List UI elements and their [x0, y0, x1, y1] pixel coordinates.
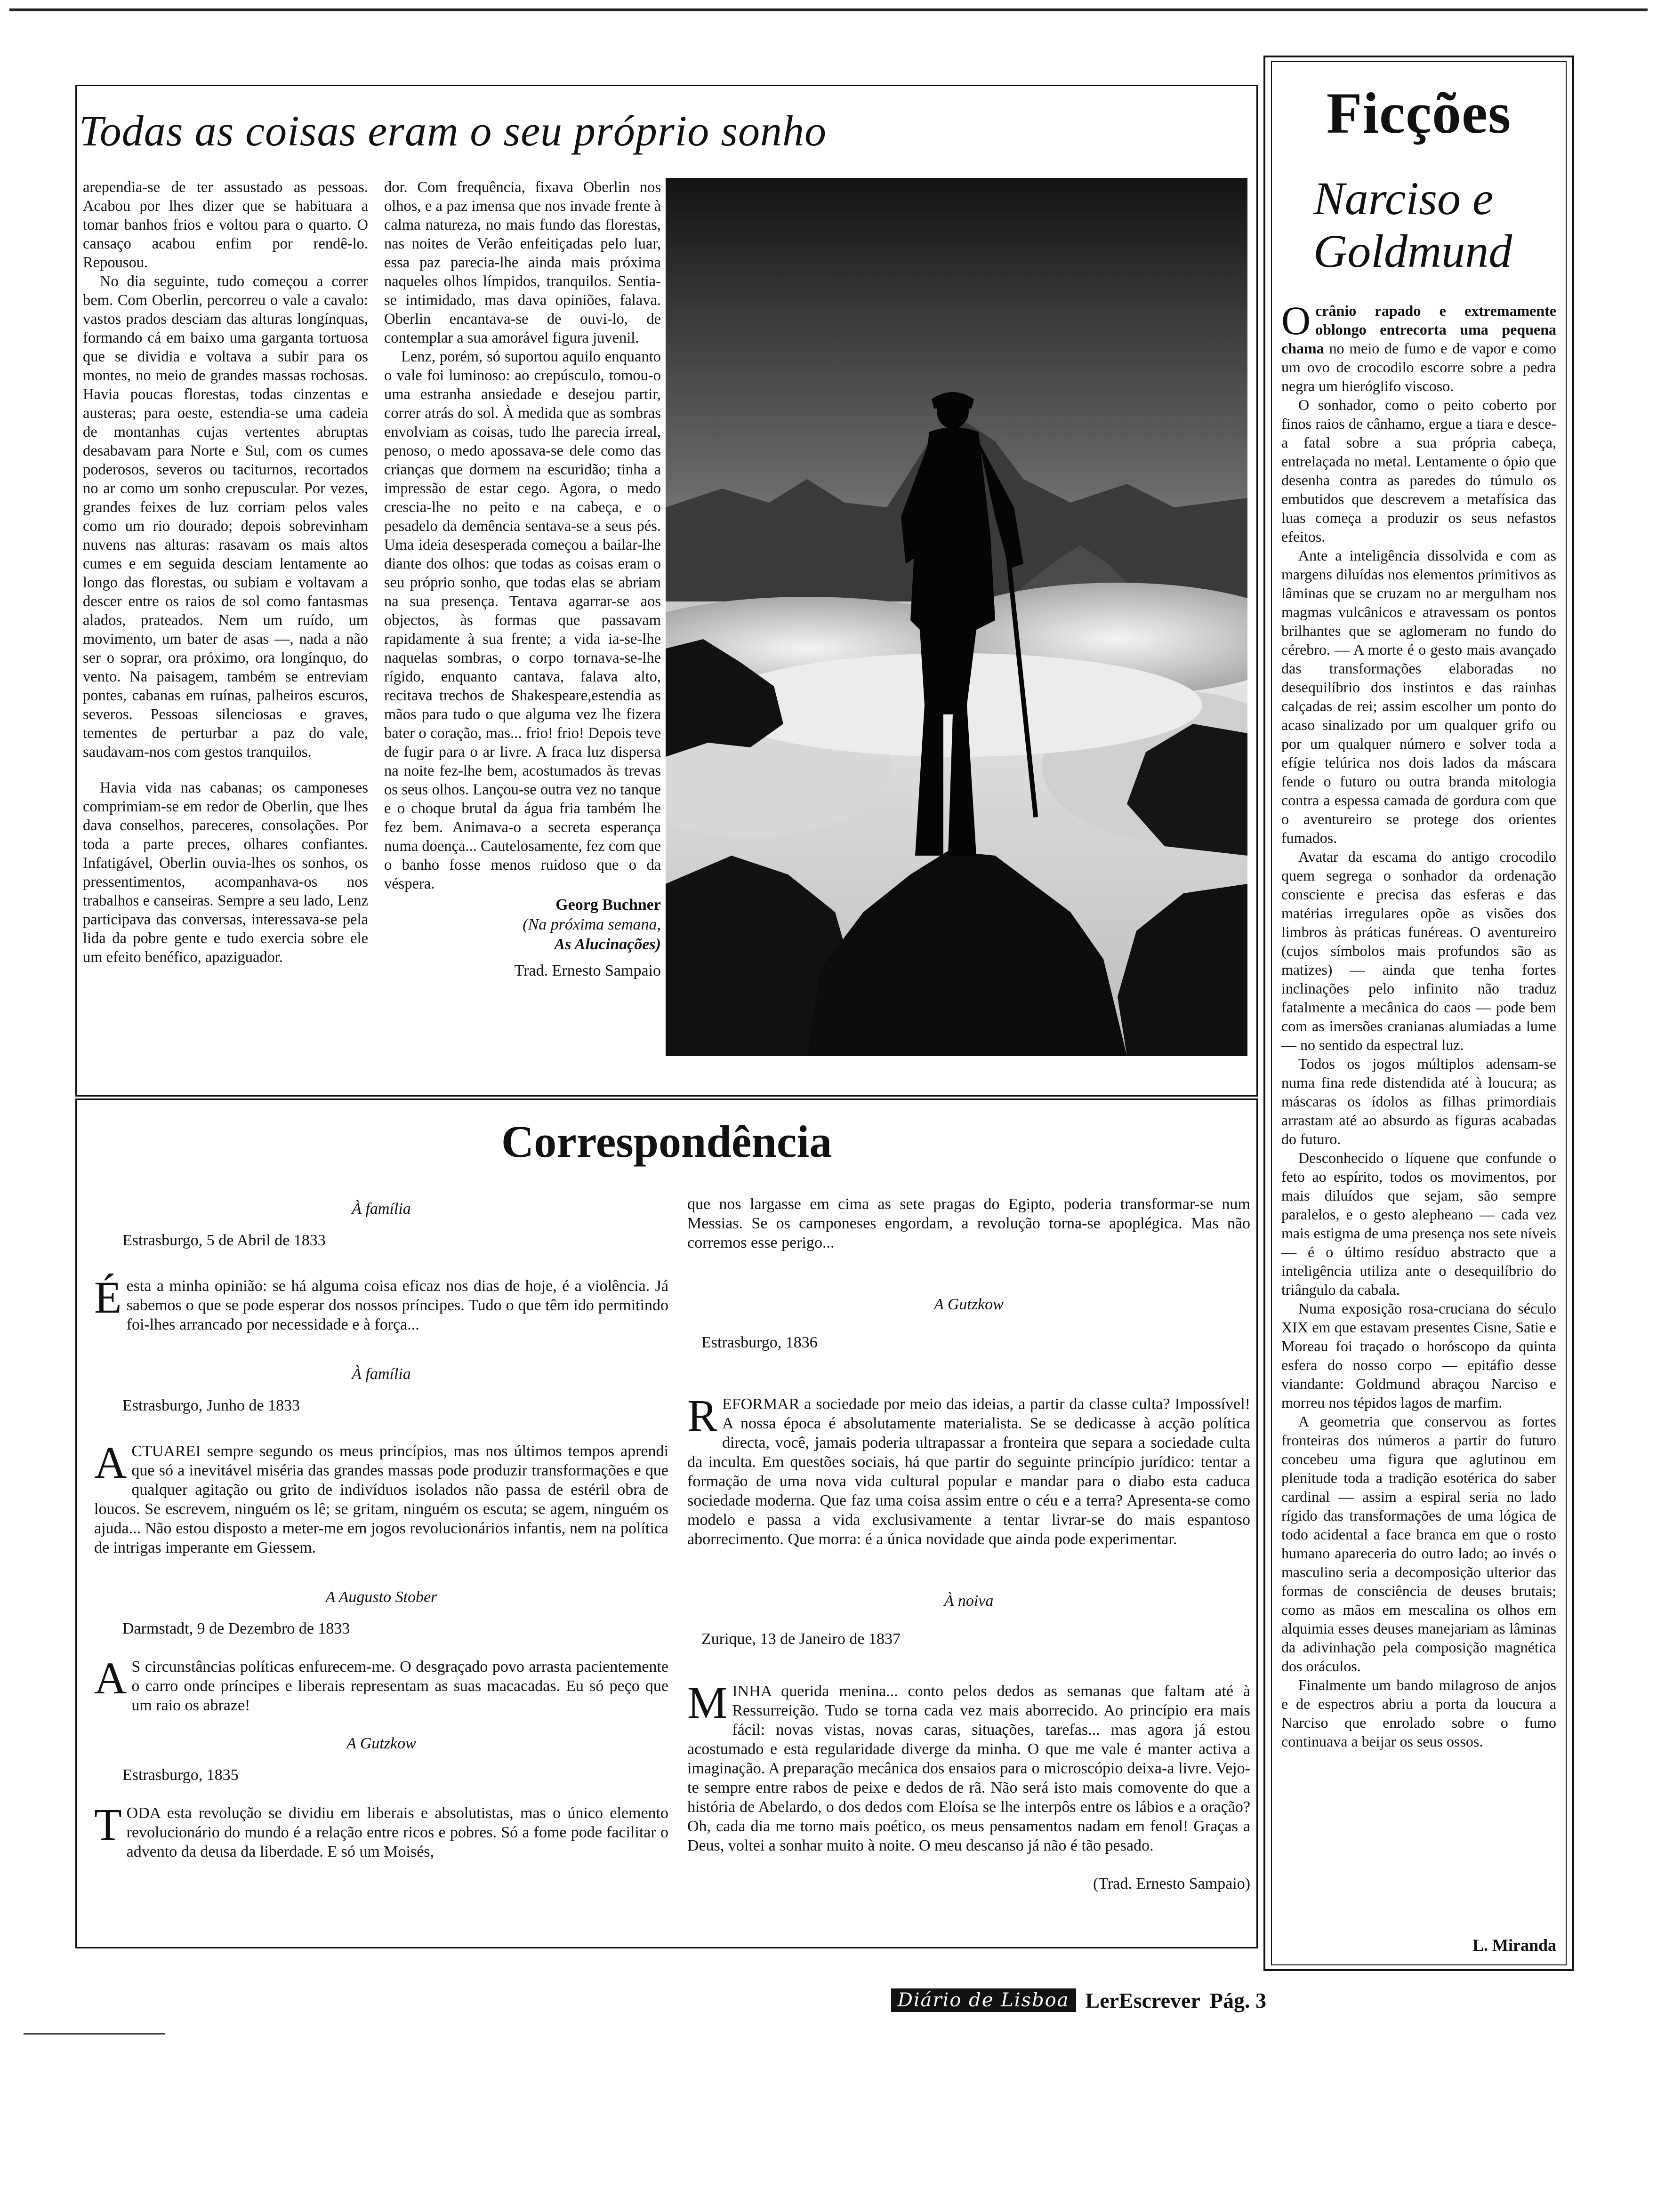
- ficcoes-lead: [1281, 298, 1556, 395]
- correspondence-title: Correspondência: [501, 1116, 832, 1167]
- ficcoes-subtitle: [1313, 172, 1558, 278]
- correspondence-right-column: [687, 1194, 1250, 1893]
- letter-body: [687, 1390, 1250, 1549]
- drop-cap: M: [687, 1677, 728, 1728]
- letter-text: ODA esta revolução se dividiu em liberais e absolutistas, mas o único elemento revolucionário do mundo é a relação entre ricos e pobres. Só a fome pode facilitar o advento da deusa da liberdade. E só um Moisés,: [126, 1804, 668, 1860]
- drop-cap: O: [1281, 298, 1311, 343]
- story-paragraph: Havia vida nas cabanas; os camponeses comprimiam-se em redor de Oberlin, que lhes dava conselhos, pareceres, consolações. Por toda a parte preces, olhares confiantes. Infatigável, Oberlin ouvia-lhes os sonhos, os pressentimentos, acompanhava-os nos trabalhos e canseiras. Sempre a seu lado, Lenz participava das conversas, interessava-se pela lida da pobre gente e tudo exercia sobre ele um efeito benéfico, apaziguador.: [83, 779, 368, 966]
- story-next-week: (Na próxima semana,: [523, 916, 661, 933]
- story-signature: [384, 895, 661, 981]
- letter: [94, 1364, 668, 1557]
- story-next-title: As Alucinações): [554, 936, 661, 953]
- letter-body: [94, 1799, 668, 1861]
- letter-date: Zurique, 13 de Janeiro de 1837: [701, 1630, 901, 1648]
- ficcoes-lead-text: no meio de fumo e de vapor e como um ovo de crocodilo escorre sobre a pedra negra um hieróglifo viscoso.: [1281, 340, 1556, 394]
- story-author: Georg Buchner: [555, 896, 661, 914]
- letter-body: [94, 1272, 668, 1334]
- letter: [94, 1199, 668, 1334]
- letter-body: [94, 1653, 668, 1715]
- ficcoes-paragraph: Ante a inteligência dissolvida e com as margens diluídas nos elementos primitivos as lâminas que se cruzam no ar mergulham nos magmas vulcânicos e atravessam os pontos brilhantes que se aglomeram no fundo do cérebro. — A morte é o gesto mais avançado das transformações elaboradas no desequilíbrio dos instintos e das rainhas calçadas de rei; assim escolher um ponto do acaso sinalizado por um qualquer grifo ou por um qualquer número e solver toda a efígie telúrica nos dois lados da máscara fende o futuro ou outra branda mitologia contra a espessa camada de gordura com que o aventureiro se protege dos orientes fumados.: [1281, 547, 1556, 846]
- letter-recipient: A Gutzkow: [934, 1296, 1004, 1313]
- story-paragraph: Lenz, porém, só suportou aquilo enquanto o vale foi luminoso: ao crepúsculo, tomou-o uma estranha ansiedade e desejou partir, correr atrás do sol. À medida que as sombras envolviam as coisas, tudo lhe parecia irreal, penoso, o medo apossava-se dele como das crianças que dormem na escuridão; tinha a impressão de estar cego. Agora, o medo crescia-lhe no peito e na cabeça, e o pesadelo da demência sentava-se a seus pés. Uma ideia desesperada começou a bailar-lhe diante dos olhos: que todas as coisas eram o seu próprio sonho, que todas elas se abriam na sua presença. Tentava agarrar-se aos objectos, às formas que passavam rapidamente à sua frente; a vida ia-se-lhe naquelas sombras, o corpo tornava-se-lhe rígido, enquanto cantava, falava alto, recitava trechos de Shakespeare,estendia as mãos para tudo o que alguma vez lhe fizera bater o coração, mas... frio! frio! Depois teve de fugir para o ar livre. A fraca luz dispersa na noite fez-lhe bem, acostumados às trevas os seus olhos. Lançou-se outra vez no tanque e o choque brutal da água fria também lhe fez bem. Animava-o a secreta esperança numa doença... Cautelosamente, fez com que o banho fosse menos ruidoso que o da véspera.: [384, 348, 661, 892]
- letter-text: CTUAREI sempre segundo os meus princípios, mas nos últimos tempos aprendi que só a inevitável miséria das grandes massas pode produzir transformações e que qualquer agitação ou grito de indivíduos isolados não passa de estéril obra de loucos. Se escrevem, ninguém os lê; se gritam, ninguém os escuta; se agem, ninguém os ajuda... Não estou disposto a meter-me em jogos revolucionários infantis, nem na política de intrigas imperante em Giessem.: [94, 1443, 668, 1556]
- letter-recipient: À família: [352, 1365, 411, 1383]
- story-paragraph: dor. Com frequência, fixava Oberlin nos olhos, e a paz imensa que nos invade frente à calma natureza, no mais fundo das florestas, nas noites de Verão enfeitiçadas pelo luar, essa paz parecia-lhe ainda mais próxima naqueles olhos límpidos, tranquilos. Sentia-se intimidado, mas dava opiniões, falava. Oberlin encantava-se de ouvi-lo, de contemplar a sua amorável figura juvenil.: [384, 179, 661, 346]
- story-paragraph: arependia-se de ter assustado as pessoas. Acabou por lhes dizer que se habituara a tomar banhos frios e voltou para o quarto. O cansaço acabou enfim por rendê-lo. Repousou.: [83, 179, 368, 271]
- letter-body: [94, 1437, 668, 1557]
- ficcoes-body: [1281, 298, 1556, 1751]
- story-paragraph: No dia seguinte, tudo começou a correr bem. Com Oberlin, percorreu o vale a cavalo: vastos prados desciam das alturas longínquas, formando cá em baixo uma garganta tortuosa que se dividia e voltava a subir para os montes, no meio de grandes massas rochosas. Havia poucas florestas, todas cinzentas e austeras; para oeste, estendia-se uma cadeia de montanhas cujas vertentes abruptas desabavam para Norte e Sul, com os cumes poderosos, severos ou taciturnos, recortados no ar como um sonho crepuscular. Por vezes, grandes feixes de luz corriam pelos vales como um rio dourado; depois sobrevinham nuvens nas alturas: rasavam os mais altos cumes e em seguida desciam lentamente ao longo das florestas, ou subiam e voltavam a descer entre os raios de sol como fantasmas alados, prateados. Nem um ruído, um movimento, um bater de asas —, nada a não ser o soprar, ora próximo, ora longínquo, do vento. Na paisagem, também se entreviam pontes, cabanas em ruínas, palheiros escuros, severos. Pessoas silenciosas e graves, tementes de perturbar a paz do vale, saudavam-nos com gestos tranquilos.: [83, 273, 368, 761]
- ficcoes-paragraph: Finalmente um bando milagroso de anjos e de espectros abriu a porta da loucura a Narciso que enrolado sobre o fumo continuava a beijar os seus ossos.: [1281, 1676, 1556, 1750]
- ficcoes-paragraph: A geometria que conservou as fortes fronteiras dos números a partir do futuro concebeu uma figura que aglutinou em plenitude toda a tradição esotérica do saber cardinal — assim a espiral seria no lado rígido das transformações de uma lógica de todo acidental a face branca em que o rosto humano apareceria do outro lado; ao invés o masculino seria a decomposição ulterior das formas de consciência de deuses brutais; como as mãos em mescalina os olhos em alquimia esses deuses manejariam as lâminas da adivinhação pela composição magnética dos oráculos.: [1281, 1413, 1556, 1675]
- ficcoes-paragraph: O sonhador, como o peito coberto por finos raios de cânhamo, ergue a tiara e desce-a fatal sobre a sua própria cabeça, entrelaçada no metal. Lentamente o ópio que desenha contra as paredes do túmulo os embutidos que descrevem a metafísica das luas começa a produzir os seus nefastos efeitos.: [1281, 396, 1556, 545]
- letter-text: esta a minha opinião: se há alguma coisa eficaz nos dias de hoje, é a violência. Já sabemos o que se pode esperar dos nossos príncipes. Tudo o que têm ido permitindo foi-lhes arrancado por necessidade e à força...: [126, 1277, 668, 1333]
- wanderer-illustration: [666, 178, 1247, 1056]
- story-column-2: [384, 178, 661, 981]
- ficcoes-author: L. Miranda: [1472, 1936, 1556, 1955]
- letter-body: [687, 1677, 1250, 1855]
- ficcoes-paragraph: Avatar da escama do antigo crocodilo quem segrega o sonhador da ordenação consciente e precisa das esferas e das matérias irregulares opõe as visões dos limbros às práticas funéreas. O aventureiro (cujos símbolos mais profundos são as matizes) — ainda que tenha fortes inclinações pelo infinito não traduz fatalmente a mecânica do caos — pode bem com as imersões cranianas alumiadas a lume — no sentido da espectral luz.: [1281, 848, 1556, 1053]
- section-name: LerEscrever: [1085, 1988, 1200, 2012]
- top-rule: [9, 8, 1648, 11]
- drop-cap: T: [94, 1799, 122, 1850]
- newspaper-logo: Diário de Lisboa: [891, 1988, 1076, 2012]
- letter-text: INHA querida menina... conto pelos dedos as semanas que faltam até à Ressurreição. Tudo se torna cada vez mais aborrecido. Ao princípio era mais fácil: novas vistas, novas caras, situações, tarefas... mas agora já estou acostumado e esta regularidade diverge da minha. O que me vale é manter activa a imaginação. A preparação mecânica dos ensaios para o microscópio deixa-a livre. Vejo-te sempre entre rabos de peixe e dedos de rã. Não será isto mais comovente do que a história de Abelardo, o dos dedos com Eloísa se lhe interpôs entre os lábios e a oração? Oh, cada dia me torno mais poético, os meus pensamentos nadam em fenol! Graças a Deus, voltei a sonhar muito à noite. O meu descanso já não é tão pesado.: [687, 1683, 1250, 1854]
- letter: [687, 1295, 1250, 1549]
- page-footer: [852, 1986, 1266, 2014]
- page-number: Pág. 3: [1209, 1988, 1266, 2012]
- story-illustration: [666, 178, 1247, 1056]
- letter-date: Estrasburgo, Junho de 1833: [122, 1397, 300, 1414]
- letter-date: Estrasburgo, 1836: [701, 1334, 818, 1351]
- bottom-scan-mark: [24, 2033, 165, 2035]
- ficcoes-title: Ficções: [1326, 81, 1512, 145]
- letter-recipient: A Gutzkow: [346, 1735, 416, 1752]
- drop-cap: É: [94, 1272, 122, 1322]
- ficcoes-paragraph: Numa exposição rosa-cruciana do século XIX em que estavam presentes Cisne, Satie e Moreau foi traçado o horóscopo da quinta esfera do nosso corpo — epitáfio desse viandante: Goldmund abraçou Narciso e morreu nos tépidos lagos de marfim.: [1281, 1300, 1556, 1411]
- letter-text: EFORMAR a sociedade por meio das ideias, a partir da classe culta? Impossível! A nossa época é absolutamente materialista. Se se dedicasse à acção política directa, você, jamais poderia ultrapassar a fronteira que separa a sociedade culta da inculta. Em questões sociais, há que partir do seguinte princípio jurídico: tentar a formação de uma nova vida cultural popular e mandar para o diabo esta caduca sociedade moderna. Que faz uma coisa assim entre o céu e a terra? Apresenta-se como modelo e passa a vida exclusivamente a tentar livrar-se do mais espantoso aborrecimento. Que morra: é a única novidade que ainda pode experimentar.: [687, 1395, 1250, 1548]
- letter-recipient: A Augusto Stober: [325, 1588, 437, 1606]
- letter-recipient: À família: [352, 1200, 411, 1218]
- ficcoes-paragraph: Desconhecido o líquene que confunde o feto ao espírito, todos os movimentos, por mais diluídos que sejam, são sempre paralelos, e o gesto alepheano — cada vez mais estigma de uma presença nos sete níveis — é o último resíduo abstracto que a inteligência utiliza ante o desequilíbrio do triângulo da cabala.: [1281, 1149, 1556, 1298]
- ficcoes-subtitle-line: Goldmund: [1313, 225, 1512, 277]
- letter-text: S circunstâncias políticas enfurecem-me. O desgraçado povo arrasta pacientemente o carro onde príncipes e liberais representam as suas macacadas. Eu só peço que um raio os abraze!: [131, 1658, 668, 1714]
- ficcoes-subtitle-line: Narciso e: [1313, 172, 1494, 224]
- letter: [94, 1587, 668, 1715]
- letter-recipient: À noiva: [944, 1592, 994, 1610]
- ficcoes-lead-bold: crânio rapado e extremamente oblongo entrecorta uma pequena chama: [1281, 302, 1556, 357]
- letter-date: Estrasburgo, 5 de Abril de 1833: [122, 1232, 326, 1249]
- letter-continuation: que nos largasse em cima as sete pragas do Egipto, poderia transformar-se num Messias. Se os camponeses engordam, a revolução torna-se apoplégica. Mas não corremos esse perigo...: [687, 1195, 1250, 1251]
- story-column-1: [83, 178, 368, 967]
- drop-cap: R: [687, 1390, 718, 1441]
- letter: [94, 1734, 668, 1861]
- drop-cap: A: [94, 1653, 127, 1703]
- correspondence-left-column: [94, 1199, 668, 1861]
- correspondence-translator: (Trad. Ernesto Sampaio): [1093, 1875, 1250, 1892]
- letter-date: Estrasburgo, 1835: [122, 1766, 239, 1784]
- drop-cap: A: [94, 1437, 127, 1488]
- letter: [687, 1591, 1250, 1855]
- ficcoes-paragraph: Todos os jogos múltiplos adensam-se numa fina rede distendida até à loucura; as máscaras os ídolos as filhas primordiais arrastam até ao absurdo as figuras acabadas do futuro.: [1281, 1055, 1556, 1147]
- story-translator: Trad. Ernesto Sampaio: [514, 962, 661, 979]
- story-headline: Todas as coisas eram o seu próprio sonho: [79, 107, 827, 155]
- letter-date: Darmstadt, 9 de Dezembro de 1833: [122, 1620, 350, 1637]
